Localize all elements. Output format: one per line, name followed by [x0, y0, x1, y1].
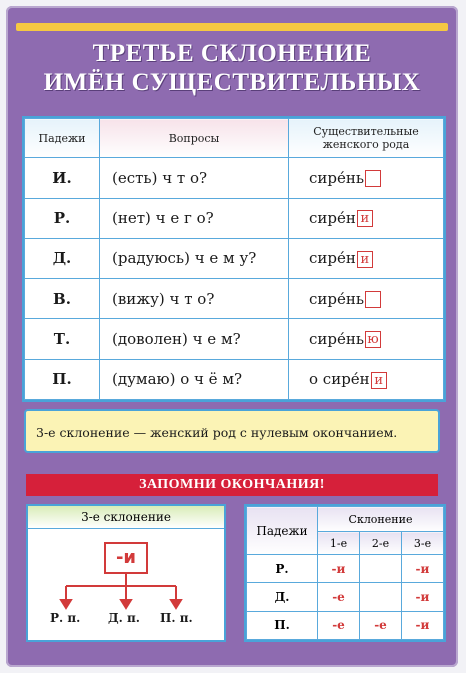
ending-value: -и — [402, 611, 444, 639]
noun-cell — [289, 279, 444, 319]
table-row — [247, 583, 444, 611]
noun-stem: сире́нь — [309, 168, 365, 187]
endings-case: Р. — [247, 555, 318, 583]
third-declension-box — [26, 504, 226, 642]
declension-table-box — [22, 116, 446, 402]
ending-box — [365, 170, 381, 187]
header-nouns-line-1: Существительные — [313, 125, 419, 139]
ending-value: -и — [402, 583, 444, 611]
header-cases: Падежи — [25, 119, 100, 158]
endings-table — [246, 506, 444, 640]
ending-value: -и — [318, 555, 360, 583]
header-nouns — [289, 119, 444, 158]
ending-highlight: -и — [104, 542, 148, 574]
title-line-1: ТРЕТЬЕ СКЛОНЕНИЕ — [92, 40, 372, 67]
ending-box: ю — [365, 331, 381, 348]
question-cell: (доволен) ч е м? — [100, 319, 289, 359]
case-cell: Р. — [25, 198, 100, 238]
question-cell: (радуюсь) ч е м у? — [100, 238, 289, 278]
column-first: 1-е — [318, 532, 360, 555]
noun-cell — [289, 198, 444, 238]
noun-cell — [289, 238, 444, 278]
endings-header-cases: Падежи — [247, 507, 318, 555]
case-cell: Т. — [25, 319, 100, 359]
noun-stem: о сире́н — [309, 370, 370, 389]
noun-stem: сире́н — [309, 208, 356, 227]
declension-table — [24, 118, 444, 400]
case-cell: И. — [25, 158, 100, 198]
case-cell: Д. — [25, 238, 100, 278]
endings-table-box — [244, 504, 446, 642]
ending-box — [365, 291, 381, 308]
question-cell: (вижу) ч т о? — [100, 279, 289, 319]
endings-header-row — [247, 507, 444, 532]
noun-cell — [289, 319, 444, 359]
poster — [6, 6, 458, 667]
ending-value: -е — [360, 611, 402, 639]
noun-stem: сире́нь — [309, 329, 365, 348]
ending-box: и — [357, 251, 373, 268]
table-row — [25, 279, 444, 319]
arrow-head-icon — [61, 600, 71, 608]
header-questions: Вопросы — [100, 119, 289, 158]
case-cell: П. — [25, 359, 100, 399]
ending-value — [360, 555, 402, 583]
table-row — [25, 238, 444, 278]
title-line-2: ИМЁН СУЩЕСТВИТЕЛЬНЫХ — [43, 69, 421, 96]
case-label-prepositional: П. п. — [160, 611, 193, 625]
endings-header-declension: Склонение — [318, 507, 444, 532]
column-third: 3-е — [402, 532, 444, 555]
table-row — [247, 611, 444, 639]
arrow-head-icon — [121, 600, 131, 608]
ending-box: и — [357, 210, 373, 227]
noun-cell — [289, 158, 444, 198]
noun-cell — [289, 359, 444, 399]
rule-note: 3-е склонение — женский род с нулевым окончанием. — [24, 409, 440, 453]
question-cell: (есть) ч т о? — [100, 158, 289, 198]
question-cell: (думаю) о ч ё м? — [100, 359, 289, 399]
header-nouns-line-2: женского рода — [322, 138, 410, 152]
case-label-dative: Д. п. — [108, 611, 140, 625]
remember-banner: ЗАПОМНИ ОКОНЧАНИЯ! — [26, 474, 438, 496]
case-label-genitive: Р. п. — [50, 611, 81, 625]
column-second: 2-е — [360, 532, 402, 555]
noun-stem: сире́нь — [309, 289, 365, 308]
table-row — [25, 359, 444, 399]
question-cell: (нет) ч е г о? — [100, 198, 289, 238]
table-row — [25, 319, 444, 359]
ending-value: -е — [318, 611, 360, 639]
ending-value: -и — [402, 555, 444, 583]
endings-case: П. — [247, 611, 318, 639]
ending-value — [360, 583, 402, 611]
ending-value: -е — [318, 583, 360, 611]
endings-case: Д. — [247, 583, 318, 611]
ending-box: и — [371, 372, 387, 389]
table-row — [25, 158, 444, 198]
top-accent-bar — [16, 23, 448, 31]
table-row — [247, 555, 444, 583]
table-row — [25, 198, 444, 238]
table-header-row — [25, 119, 444, 158]
page-title — [14, 39, 450, 97]
arrow-head-icon — [171, 600, 181, 608]
noun-stem: сире́н — [309, 249, 356, 268]
case-cell: В. — [25, 279, 100, 319]
third-declension-header: 3-е склонение — [28, 506, 224, 529]
